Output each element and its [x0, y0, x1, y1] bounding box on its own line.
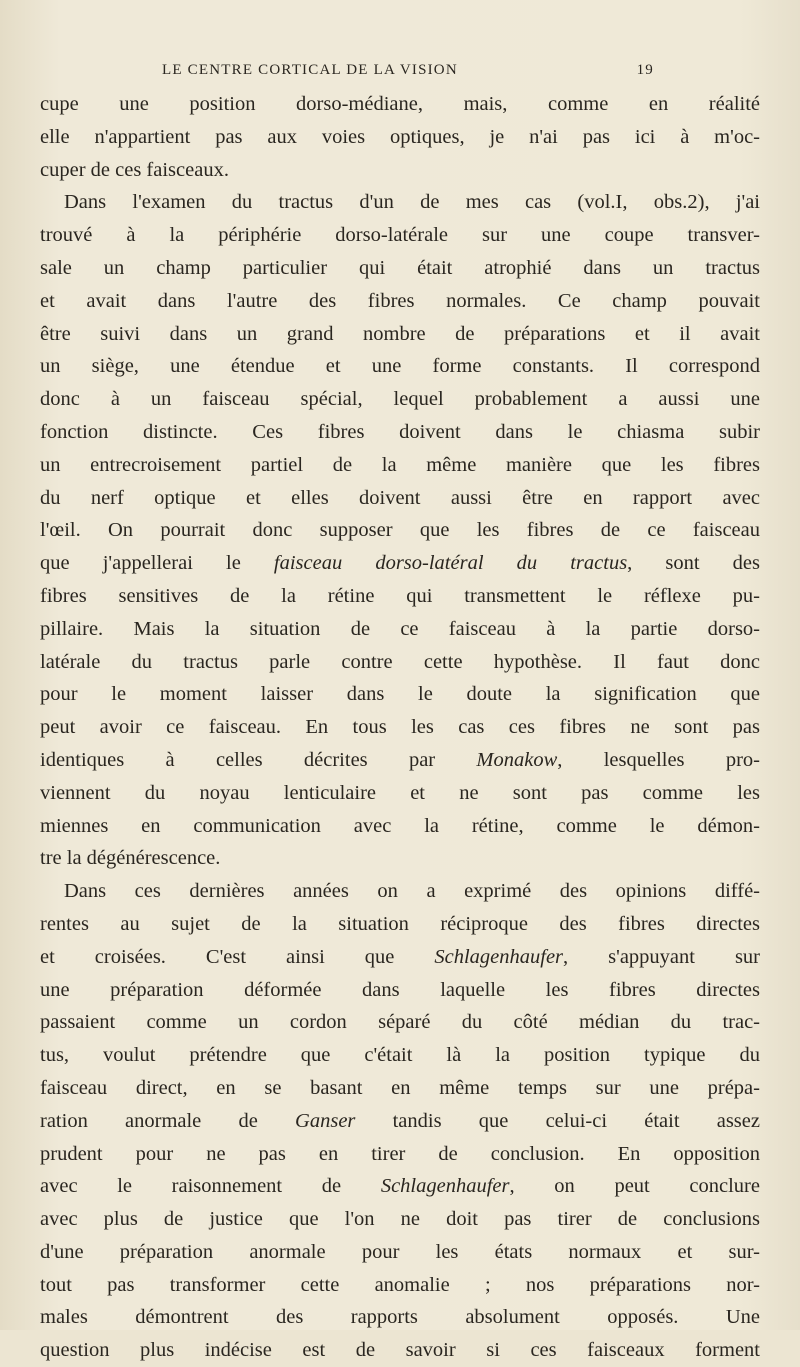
text-line [40, 1170, 760, 1203]
line-text: , sont des [627, 552, 760, 575]
text-line [40, 1105, 760, 1138]
body-text [40, 88, 760, 1367]
text-line: l'œil. On pourrait donc supposer que les fibres de ce faisceau [40, 519, 760, 542]
line-text: avec le raisonnement de [40, 1175, 381, 1198]
text-line: cuper de ces faisceaux. [40, 158, 229, 181]
text-line: d'une préparation anormale pour les états normaux et sur- [40, 1240, 760, 1263]
text-line: rentes au sujet de la situation réciproque des fibres directes [40, 912, 760, 935]
text-line: peut avoir ce faisceau. En tous les cas ces fibres ne sont pas [40, 716, 760, 739]
running-title: LE CENTRE CORTICAL DE LA VISION [162, 62, 458, 78]
text-line: avec plus de justice que l'on ne doit pas tirer de conclusions [40, 1208, 760, 1231]
italic-reference: faisceau dorso-latéral du tractus [273, 552, 628, 575]
text-line: pour le moment laisser dans le doute la signification que [40, 683, 760, 706]
text-line: cupe une position dorso-médiane, mais, comme en réalité [40, 93, 760, 115]
text-line: Dans l'examen du tractus d'un de mes cas (vol.I, obs.2), j'ai [64, 191, 760, 214]
text-line: trouvé à la périphérie dorso-latérale sur une coupe transver- [40, 224, 760, 247]
text-line: pillaire. Mais la situation de ce faisceau à la partie dorso- [40, 617, 760, 640]
text-line: elle n'appartient pas aux voies optiques, je n'ai pas ici à m'oc- [40, 125, 760, 148]
line-text: que j'appellerai le [40, 552, 274, 575]
line-text: ration anormale de [40, 1109, 296, 1132]
text-line: latérale du tractus parle contre cette hypothèse. Il faut donc [40, 650, 760, 673]
text-line: sale un champ particulier qui était atrophié dans un tractus [40, 256, 760, 279]
text-line: tre la dégénérescence. [40, 847, 221, 870]
text-line: viennent du noyau lenticulaire et ne sont pas comme les [40, 781, 760, 804]
line-text: et croisées. C'est ainsi que [40, 945, 435, 968]
line-text: , s'appuyant sur [563, 945, 761, 968]
text-line [40, 744, 760, 777]
italic-reference: Schlagenhaufer [434, 945, 564, 968]
text-line: question plus indécise est de savoir si ces faisceaux forment [40, 1339, 760, 1362]
text-line: miennes en communication avec la rétine, comme le démon- [40, 814, 760, 837]
text-line: un entrecroisement partiel de la même manière que les fibres [40, 453, 760, 476]
text-line: un siège, une étendue et une forme constants. Il correspond [40, 355, 760, 378]
text-line: faisceau direct, en se basant en même temps sur une prépa- [40, 1076, 760, 1099]
italic-reference: Schlagenhaufer [380, 1175, 510, 1198]
italic-reference: Ganser [295, 1109, 356, 1132]
text-line: une préparation déformée dans laquelle les fibres directes [40, 978, 760, 1001]
text-line: fonction distincte. Ces fibres doivent dans le chiasma subir [40, 420, 760, 443]
text-line: être suivi dans un grand nombre de préparations et il avait [40, 322, 760, 345]
text-line [40, 941, 760, 974]
text-line: du nerf optique et elles doivent aussi être en rapport avec [40, 486, 760, 509]
italic-reference: Monakow [476, 748, 558, 771]
text-line: Dans ces dernières années on a exprimé des opinions diffé- [64, 880, 760, 903]
page-number: 19 [636, 62, 654, 78]
text-line: prudent pour ne pas en tirer de conclusion. En opposition [40, 1142, 760, 1165]
text-line: tout pas transformer cette anomalie ; nos préparations nor- [40, 1273, 760, 1296]
text-line: tus, voulut prétendre que c'était là la position typique du [40, 1044, 760, 1067]
text-line: fibres sensitives de la rétine qui transmettent le réflexe pu- [40, 584, 760, 607]
text-line: et avait dans l'autre des fibres normales. Ce champ pouvait [40, 289, 760, 312]
line-text: , on peut conclure [509, 1175, 760, 1198]
line-text: tandis que celui-ci était assez [355, 1109, 760, 1132]
text-line: passaient comme un cordon séparé du côté médian du trac- [40, 1011, 760, 1034]
text-line [40, 547, 760, 580]
text-line: males démontrent des rapports absolument opposés. Une [40, 1306, 760, 1329]
line-text: identiques à celles décrites par [40, 748, 477, 771]
page-header [150, 62, 654, 86]
line-text: , lesquelles pro- [557, 748, 760, 771]
text-line: donc à un faisceau spécial, lequel probablement a aussi une [40, 388, 760, 411]
